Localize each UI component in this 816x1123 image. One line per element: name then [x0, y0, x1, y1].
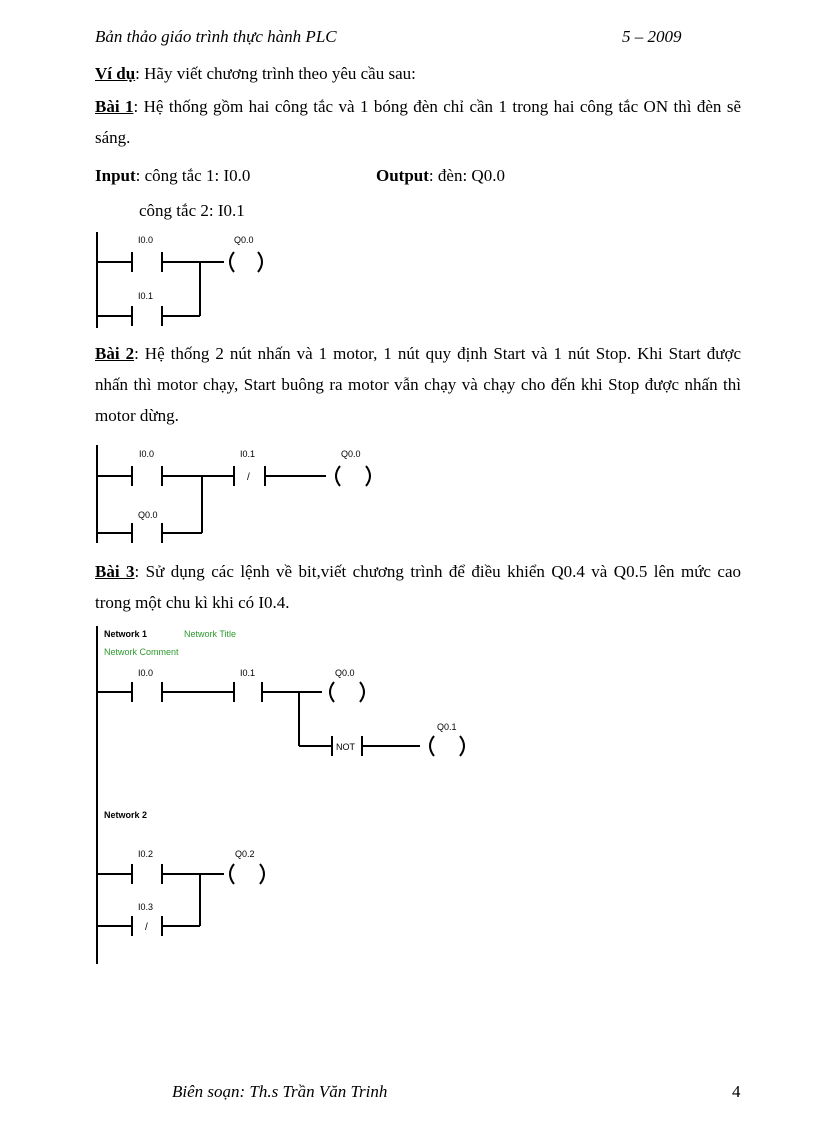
example-label: Ví dụ — [95, 64, 136, 83]
bai3-label: Bài 3 — [95, 562, 135, 581]
network-2-label: Network 2 — [104, 810, 148, 820]
ladder-diagram-2 — [94, 443, 386, 545]
contact-no — [97, 252, 202, 272]
bai1-input-1: : công tắc 1: I0.0 — [135, 166, 251, 185]
bai1-paragraph — [95, 91, 741, 153]
contact-label: I0.3 — [138, 902, 154, 912]
page-number: 4 — [732, 1082, 741, 1101]
coil-label: Q0.0 — [234, 235, 254, 245]
bai1-output-text: : đèn: Q0.0 — [428, 166, 505, 185]
coil-label: Q0.2 — [235, 849, 255, 859]
network-1-label: Network 1 — [104, 629, 148, 639]
bai1-output-label: Output — [376, 166, 429, 185]
contact-label: I0.0 — [138, 668, 154, 678]
bai2-text: : Hệ thống 2 nút nhấn và 1 motor, 1 nút quy định Start và 1 nút Stop. Khi Start được nhấn thì motor chạy, Start buông ra motor vẫn chạy và chạy cho đến khi Stop được nhấn thì motor dừng. — [95, 344, 742, 425]
bai1-output-line — [376, 160, 505, 191]
contact-label: I0.1 — [240, 449, 256, 459]
coil-label: Q0.0 — [341, 449, 361, 459]
coil-left — [330, 682, 334, 702]
example-text: : Hãy viết chương trình theo yêu cầu sau: — [135, 64, 416, 83]
contact-label: Q0.0 — [138, 510, 158, 520]
bai1-input-label: Input — [95, 166, 136, 185]
network-1-title: Network Title — [184, 629, 237, 639]
ladder-diagram-3 — [94, 624, 540, 964]
coil-label: Q0.1 — [437, 722, 457, 732]
contact-no-parallel — [97, 306, 200, 326]
contact-label: I0.1 — [240, 668, 256, 678]
example-paragraph — [95, 58, 741, 89]
header-date: 5 – 2009 — [622, 27, 682, 46]
coil-label: Q0.0 — [335, 668, 355, 678]
coil-right — [260, 864, 264, 884]
footer-author: Biên soạn: Th.s Trần Văn Trinh — [172, 1082, 388, 1101]
coil-right — [258, 252, 262, 272]
coil-left — [230, 864, 234, 884]
coil-right — [360, 682, 364, 702]
contact-label: I0.1 — [138, 291, 154, 301]
coil-left — [336, 466, 340, 486]
bai2-label: Bài 2 — [95, 344, 135, 363]
network-1-comment: Network Comment — [104, 647, 179, 657]
coil-right — [366, 466, 370, 486]
ladder-diagram-1 — [94, 230, 284, 330]
contact-label: I0.0 — [138, 235, 154, 245]
bai1-input-line — [95, 160, 250, 191]
coil-left — [430, 736, 434, 756]
nc-mark: / — [247, 472, 250, 483]
nc-mark: / — [145, 922, 148, 933]
header-title: Bản thảo giáo trình thực hành PLC — [95, 27, 337, 46]
contact-label: I0.2 — [138, 849, 154, 859]
bai1-label: Bài 1 — [95, 97, 134, 116]
bai3-text: : Sử dụng các lệnh về bit,viết chương trình để điều khiển Q0.4 và Q0.5 lên mức cao trong một chu kì khi có I0.4. — [95, 562, 741, 612]
coil-left — [230, 252, 234, 272]
coil-right — [460, 736, 464, 756]
bai3-paragraph — [95, 556, 741, 618]
bai2-paragraph — [95, 338, 741, 431]
not-label: NOT — [336, 742, 355, 752]
bai1-input-2: công tắc 2: I0.1 — [139, 201, 245, 220]
bai1-text: : Hệ thống gồm hai công tắc và 1 bóng đèn chỉ cần 1 trong hai công tắc ON thì đèn sẽ sáng. — [95, 97, 741, 147]
contact-label: I0.0 — [139, 449, 155, 459]
